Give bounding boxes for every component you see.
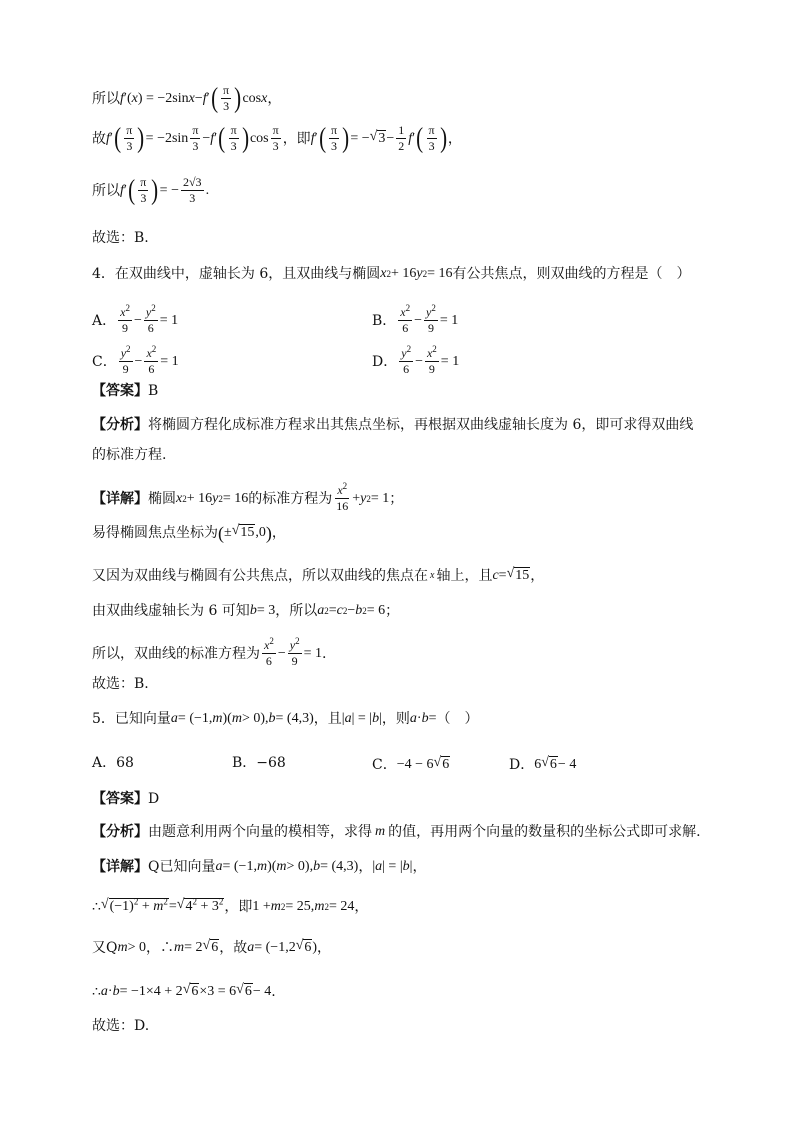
detail-5-line-3 — [92, 939, 331, 956]
text: 易得椭圆焦点坐标为 — [92, 525, 218, 541]
formula: f ′( x ) = −2sin x − f ′ ( $\frac{\pi}{3}$ ) cos x — [120, 82, 268, 114]
text: ； — [385, 603, 400, 619]
text: 故 — [92, 130, 106, 147]
text: ， — [317, 939, 332, 956]
detail-5-line-4 — [92, 983, 276, 1000]
formula: a · b = — [409, 711, 437, 726]
option-label: C． — [92, 353, 117, 370]
analysis-tag: 【分析】 — [92, 824, 148, 840]
text: ∴ — [92, 898, 101, 915]
formula: b = 3 — [249, 603, 276, 618]
formula: −4 − 6 √ 6 — [396, 755, 450, 772]
detail-4-line-1 — [92, 481, 404, 514]
option-5a: A．68 — [92, 755, 134, 771]
formula: $\frac{x^2}{6}$ − $\frac{y^2}{9}$ = 1 — [264, 636, 322, 669]
text: （ ） — [436, 711, 479, 727]
formula: x 2 + 16 y 2 = 16 — [380, 266, 453, 281]
answer-tag: 【答案】 — [92, 791, 148, 807]
text: 5．已知向量 — [92, 711, 171, 727]
detail-5-line-2 — [92, 898, 368, 915]
text: 有公共焦点，则双曲线的方程是（ ） — [452, 266, 691, 282]
formula: f ′ ( $\frac{\pi}{3}$ ) = −2sin $\frac{\pi}{3}$ − f ′ ( $\frac{\pi}{3}$ ) cos $\frac{\pi}{3}$ — [106, 122, 279, 154]
detail-tag: 【详解】 — [92, 490, 148, 507]
text: 由题意利用两个向量的模相等，求得 — [148, 824, 372, 840]
formula: f ′ ( $\frac{\pi}{3}$ ) = − $\frac{2√3}{3}$ . — [120, 174, 210, 206]
detail-4-line-2 — [92, 524, 286, 542]
formula: 6 √ 6 − 4 — [534, 755, 577, 772]
text: ， — [447, 130, 462, 147]
text: 又因为双曲线与椭圆有公共焦点，所以双曲线的焦点在 — [92, 567, 428, 584]
option-label: A． — [92, 312, 117, 329]
analysis-4-cont: 的标准方程. — [92, 447, 167, 463]
option-5d — [509, 756, 576, 773]
text: . — [271, 983, 276, 1000]
formula: √ $(-1)^2 + m^2$ = √ $4^2 + 3^2$ — [100, 896, 224, 914]
text: 的值，再用两个向量的数量积的坐标公式即可求解. — [388, 824, 701, 840]
derivation-line-3 — [92, 176, 209, 205]
formula: a = (−1, m )( m > 0), b = (4,3) — [215, 859, 359, 874]
choose-4: 故选：B. — [92, 676, 149, 692]
text: ∴ — [92, 983, 101, 1000]
derivation-line-1 — [92, 84, 281, 113]
formula: $\frac{x^2}{9}$ − $\frac{y^2}{6}$ = 1 — [120, 303, 179, 336]
answer-5 — [92, 792, 159, 806]
option-label: D． — [372, 353, 398, 370]
text: ， — [271, 525, 286, 541]
formula: x 2 + 16 y 2 = 16 — [176, 490, 249, 506]
formula: m = 2 √ 6 — [174, 938, 219, 955]
derivation-line-2 — [92, 124, 462, 153]
analysis-tag: 【分析】 — [92, 417, 148, 433]
text: 椭圆 — [148, 490, 176, 507]
option-5b: B．−68 — [232, 755, 286, 771]
text: ，则 — [381, 711, 410, 727]
formula: m — [375, 824, 386, 839]
formula: x — [430, 569, 435, 581]
text: . — [321, 645, 327, 662]
text: ； — [389, 490, 404, 507]
detail-5-line-1 — [92, 860, 426, 874]
text: 4．在双曲线中，虚轴长为 6，且双曲线与椭圆 — [92, 266, 381, 282]
detail-4-line-5 — [92, 636, 327, 669]
question-4-stem — [92, 267, 691, 281]
text: 所以，双曲线的标准方程为 — [92, 645, 260, 662]
text: ， — [354, 898, 369, 915]
formula: $\frac{y^2}{6}$ − $\frac{x^2}{9}$ = 1 — [401, 344, 460, 377]
text: ， — [267, 90, 282, 107]
answer-4 — [92, 384, 158, 398]
text: ，即 — [224, 898, 253, 915]
text: 轴上，且 — [436, 567, 493, 584]
formula: a = (−1, m )( m > 0), b = (4,3) — [170, 711, 314, 726]
formula: | a | = | b | — [372, 859, 413, 874]
option-4b — [372, 303, 459, 336]
text: 由双曲线虚轴长为 6 可知 — [92, 603, 250, 619]
text: ， — [358, 859, 373, 875]
text: ， — [412, 859, 427, 875]
detail-tag: 【详解】 — [92, 859, 148, 875]
option-4c — [92, 344, 179, 377]
text: 所以 — [92, 90, 120, 107]
formula: $\frac{y^2}{9}$ − $\frac{x^2}{6}$ = 1 — [120, 344, 179, 377]
formula: m > 0 — [117, 939, 147, 955]
answer-value: D — [148, 791, 160, 807]
formula: f ′ ( $\frac{\pi}{3}$ ) = − √ 3 − $\frac{1}{2}$ f ′ ( $\frac{\pi}{3}$ ) — [310, 122, 447, 154]
formula: $\frac{x^2}{6}$ − $\frac{y^2}{9}$ = 1 — [400, 303, 459, 336]
text: ，且 — [313, 711, 342, 727]
text: ，即 — [282, 130, 311, 147]
text: ， — [530, 567, 545, 584]
text: ，故 — [219, 939, 248, 956]
formula: 1 + m 2 = 25, m 2 = 24 — [252, 898, 355, 914]
option-4a — [92, 303, 179, 336]
detail-4-line-4 — [92, 604, 399, 618]
option-label: D． — [509, 756, 535, 773]
detail-4-line-3 — [92, 567, 544, 584]
formula: a = (−1,2 √ 6 ) — [247, 938, 318, 955]
text: 所以 — [92, 182, 120, 199]
text: 又Q — [92, 939, 118, 956]
text: 将椭圆方程化成标准方程求出其焦点坐标，再根据双曲线虚轴长度为 6，即可求得双曲线 — [148, 417, 694, 433]
text: 的标准方程为 — [248, 490, 333, 507]
option-4d — [372, 344, 460, 377]
formula: ( ± √ 15 ,0 ) — [218, 523, 272, 543]
option-label: C． — [372, 756, 397, 773]
choose-line: 故选：B. — [92, 230, 149, 246]
formula: a 2 = c 2 − b 2 = 6 — [317, 603, 386, 618]
choose-5: 故选：D. — [92, 1018, 150, 1034]
answer-value: B — [148, 383, 159, 399]
text: Q已知向量 — [148, 859, 216, 875]
formula: $\frac{x^2}{16}$ + y 2 = 1 — [336, 481, 390, 514]
formula: | a | = | b | — [341, 711, 382, 726]
formula: c = √ 15 — [492, 566, 530, 583]
text: ，所以 — [275, 603, 318, 619]
option-label: B． — [372, 312, 397, 329]
option-5c — [372, 756, 450, 773]
question-5-stem — [92, 712, 478, 726]
analysis-5 — [92, 825, 701, 839]
formula: a · b = −1×4 + 2 √ 6 ×3 = 6 √ 6 − 4 — [100, 982, 272, 999]
text: ，∴ — [146, 939, 175, 956]
analysis-4 — [92, 418, 693, 432]
answer-tag: 【答案】 — [92, 383, 148, 399]
